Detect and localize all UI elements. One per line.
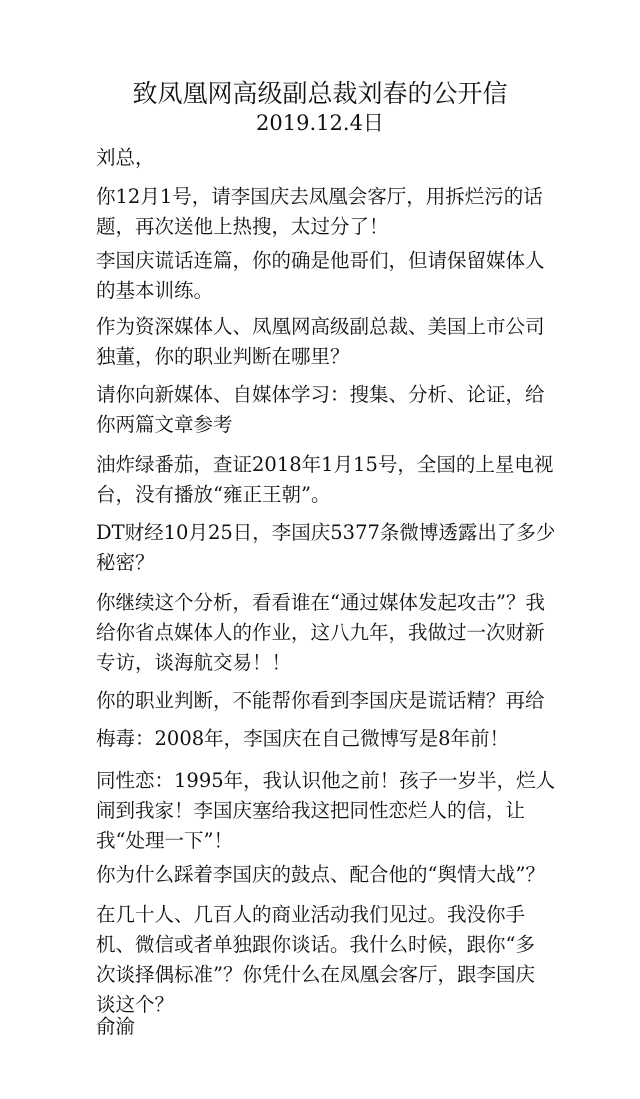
- signature-text: 俞渝: [96, 1015, 136, 1038]
- paragraph-2: [96, 246, 556, 306]
- paragraph-12: [96, 900, 556, 1020]
- paragraph-11: [96, 860, 556, 890]
- paragraph-line: 梅毒：2008年，李国庆在自己微博写是8年前！: [96, 727, 510, 750]
- paragraph-9: [96, 724, 556, 754]
- salutation: [96, 143, 556, 173]
- paragraph-line: 你的职业判断，不能帮你看到李国庆是谎话精？再给: [96, 689, 545, 712]
- paragraph-line: 你为什么踩着李国庆的鼓点、配合他的“舆情大战”？: [96, 863, 545, 886]
- paragraph-4: [96, 380, 556, 440]
- signature: [96, 1012, 556, 1042]
- paragraph-7: [96, 588, 556, 678]
- paragraph-6: [96, 518, 556, 578]
- paragraph-line: 题，再次送他上热搜，太过分了！: [96, 215, 389, 238]
- paragraph-line: 次谈择偶标准”？你凭什么在凤凰会客厅，跟李国庆: [96, 963, 535, 986]
- paragraph-line: 机、微信或者单独跟你谈话。我什么时候，跟你“多: [96, 933, 535, 956]
- salutation-text: 刘总，: [96, 146, 155, 169]
- paragraph-10: [96, 766, 556, 856]
- paragraph-line: 闹到我家！李国庆塞给我这把同性恋烂人的信，让: [96, 799, 526, 822]
- paragraph-line: 请你向新媒体、自媒体学习：搜集、分析、论证，给: [96, 383, 545, 406]
- paragraph-line: 在几十人、几百人的商业活动我们见过。我没你手: [96, 903, 526, 926]
- paragraph-line: 你两篇文章参考: [96, 413, 233, 436]
- paragraph-line: 李国庆谎话连篇，你的确是他哥们，但请保留媒体人: [96, 249, 545, 272]
- paragraph-line: 的基本训练。: [96, 279, 214, 302]
- paragraph-line: 谈这个？: [96, 993, 175, 1016]
- paragraph-5: [96, 450, 556, 510]
- paragraph-line: 你继续这个分析，看看谁在“通过媒体发起攻击”？我: [96, 591, 545, 614]
- paragraph-line: 同性恋：1995年，我认识他之前！孩子一岁半，烂人: [96, 769, 556, 792]
- paragraph-line: 作为资深媒体人、凤凰网高级副总裁、美国上市公司: [96, 315, 545, 338]
- paragraph-3: [96, 312, 556, 372]
- paragraph-line: 专访，谈海航交易！！: [96, 651, 292, 674]
- paragraph-line: 秘密？: [96, 551, 155, 574]
- paragraph-line: 独董，你的职业判断在哪里？: [96, 345, 350, 368]
- paragraph-line: DT财经10月25日，李国庆5377条微博透露出了多少: [96, 521, 556, 544]
- paragraph-line: 台，没有播放“雍正王朝”。: [96, 483, 331, 506]
- paragraph-line: 给你省点媒体人的作业，这八九年，我做过一次财新: [96, 621, 545, 644]
- letter-title: 致凤凰网高级副总裁刘春的公开信: [132, 79, 508, 108]
- paragraph-1: [96, 182, 556, 242]
- letter-date: 2019.12.4日: [256, 111, 384, 135]
- paragraph-line: 油炸绿番茄，查证2018年1月15号，全国的上星电视: [96, 453, 554, 476]
- paragraph-line: 我“处理一下”！: [96, 829, 233, 852]
- paragraph-8: [96, 686, 556, 716]
- paragraph-line: 你12月1号，请李国庆去凤凰会客厅，用拆烂污的话: [96, 185, 543, 208]
